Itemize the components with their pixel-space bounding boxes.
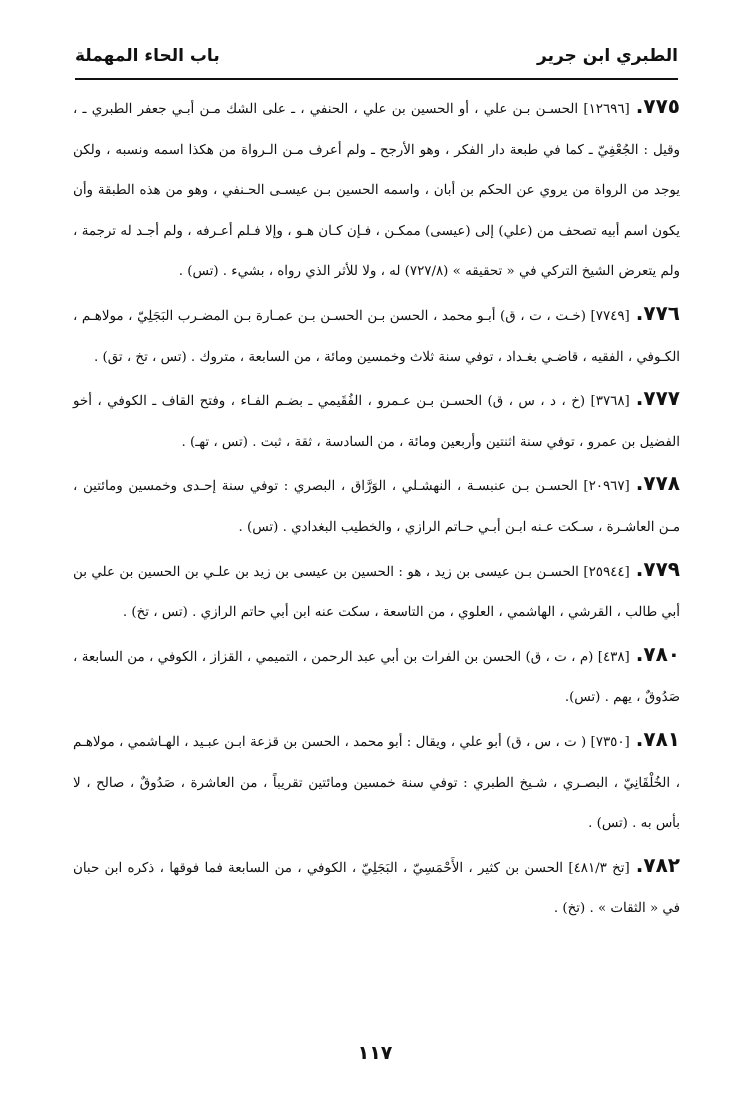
entry-779 <box>73 549 680 634</box>
entry-text: [٧٧٤٩] (خـت ، ت ، ق) أبـو محمد ، الحسن بـن الحسـن بـن عمـارة بـن المضـرب البَجَلِيّ ، مولاهـم ، الكـوفي ، الفقيه ، قاضـي بغـداد ، توفي سنة ثلاث وخمسين ومائة ، من السابعة ، متروك . (تس ، تخ ، تق) . <box>73 308 680 365</box>
entry-number: ٧٧٧. <box>635 386 680 411</box>
entry-text: [تخ ٤٨١/٣] الحسن بن كثير ، الأَحْمَسِيّ ، البَجَلِيّ ، الكوفي ، من السابعة فما فوقها ، ذكره ابن حبان في « الثقات » . (تخ) . <box>73 860 680 917</box>
entry-776 <box>73 293 680 378</box>
entry-778 <box>73 463 680 548</box>
page-number: ١١٧ <box>357 1042 393 1064</box>
entry-775 <box>73 86 680 293</box>
entry-number: ٧٨٢. <box>635 852 680 877</box>
entry-text: [١٢٦٩٦] الحسـن بـن علي ، أو الحسين بن علي ، الحنفي ، ـ على الشك مـن أبـي جعفر الطبري ـ ، وقيل : الجُعْفِيّ ـ كما في طبعة دار الفكر ، وهو الأرجح ـ ولم أعرف مـن الـرواة من هكذا اسمه ونسبه ، ولكن يوجد من الرواة من يروي عن الحكم بن أبان ، واسمه الحسين بـن عيسـى الحـنفي ، وهو من هذه الطبقة وأن يكون اسم أبيه تصحف من (علي) إلى (عيسى) ممكـن ، فـإن كـان هـو ، وإلا فـلم أعـرفه ، ولم أجـد له ترجمة ، ولم يتعرض الشيخ التركي في « تحقيقه » (٧٢٧/٨) له ، ولا للأثر الذي رواه ، بشيء . (تس) . <box>73 102 680 280</box>
entry-text: [٢٠٩٦٧] الحسـن بـن عنبسـة ، النهشـلي ، الوَرَّاق ، البصري : توفي سنة إحـدى وخمسين ومائتين ، مـن العاشـرة ، سـكت عـنه ابـن أبـي حـاتم الرازي ، والخطيب البغدادي . (تس) . <box>73 479 680 535</box>
entry-number: ٧٨١. <box>635 726 680 751</box>
header-chapter-title: باب الحاء المهملة <box>75 46 220 66</box>
entry-number: ٧٧٥. <box>635 94 680 118</box>
entry-number: ٧٧٩. <box>635 556 680 581</box>
entry-number: ٧٨٠. <box>635 641 680 666</box>
entry-781 <box>73 719 680 845</box>
entry-number: ٧٧٦. <box>635 300 680 325</box>
entry-780 <box>73 634 680 719</box>
header-book-title: الطبري ابن جرير <box>537 46 678 66</box>
running-header <box>75 36 678 76</box>
entry-text: [٧٣٥٠] ( ت ، س ، ق) أبو علي ، ويقال : أبو محمد ، الحسن بن قزعة ابـن عبـيد ، الهـاشمي ، مولاهـم ، الخُلْقَانِيّ ، البصـري ، شـيخ الطبري : توفي سنة خمسين ومائتين تقريباً ، من العاشرة ، صَدُوقٌ ، صالح ، لا بأس به . (تس) . <box>73 734 680 832</box>
entry-text: [٤٣٨] (م ، ت ، ق) الحسن بن الفرات بن أبي عبد الرحمن ، التميمي ، القزاز ، الكوفي ، من السابعة ، صَدُوقٌ ، يهم . (تس). <box>73 649 680 706</box>
page-body <box>73 86 680 930</box>
header-divider <box>75 78 678 80</box>
entry-text: [٢٥٩٤٤] الحسـن بـن عيسى بن زيد ، هو : الحسين بن عيسى بن زيد بن علـي بن الحسين بن علي بن أبي طالب ، القرشي ، الهاشمي ، العلوي ، من التاسعة ، سكت عنه ابن أبي حاتم الرازي . (تس ، تخ) . <box>73 564 680 621</box>
entry-777 <box>73 378 680 463</box>
entry-782 <box>73 845 680 930</box>
entry-number: ٧٧٨. <box>635 471 680 496</box>
entry-text: [٣٧٦٨] (خ ، د ، س ، ق) الحسـن بـن عـمرو ، الفُقَيمي ـ بضـم الفـاء ، وفتح القاف ـ الكوفي ، أخو الفضيل بن عمرو ، توفي سنة اثنتين وأربعين ومائة ، من السادسة ، ثقة ، ثبت . (تس ، تهـ) . <box>73 394 680 450</box>
